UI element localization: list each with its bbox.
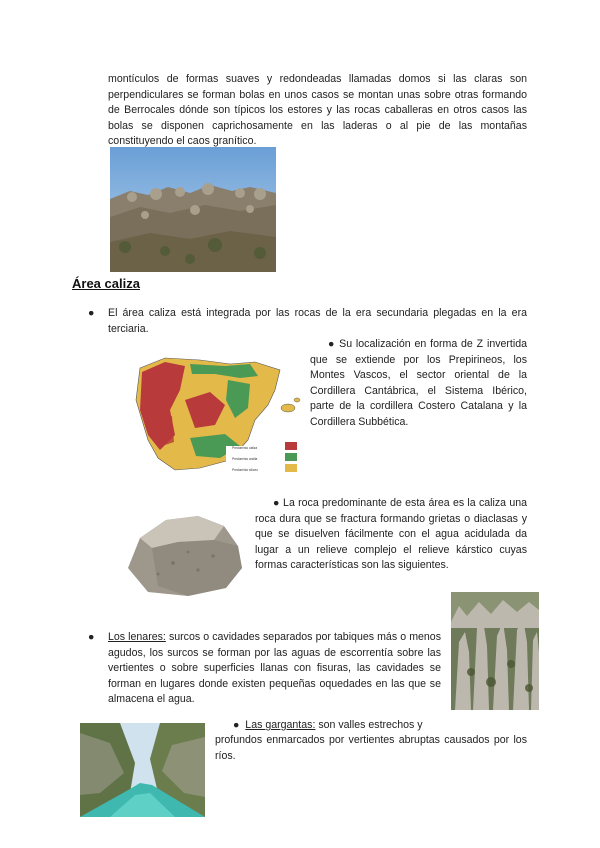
bullet-1-marker: ●	[88, 307, 95, 319]
bullet-3-body: La roca predominante de esta área es la caliza una roca dura que se fractura formando grietas o diaclasas y que se disuelven fácilmente con el agua acidulada da lugar a un relieve complejo el relieve kárstico cuyas formas características son las siguientes.	[255, 497, 527, 572]
gargantas-term: Las gargantas:	[245, 719, 316, 731]
limestone-rock-photo	[118, 508, 250, 600]
bullet-1-text: El área caliza está integrada por las rocas de la era secundaria plegadas en la era terciaria.	[108, 307, 527, 335]
bullet-2-body: Su localización en forma de Z invertida que se extiende por los Prepirineos, los Montes Vascos, el sector oriental de la Cordillera Cantábrica, el Sistema Ibérico, parte de la cordillera Costero Catalana y la Cordillera Subbética.	[310, 338, 528, 428]
bullet-5-body: son valles estrechos y	[315, 719, 423, 731]
bullet-5-marker: ●	[233, 719, 240, 731]
bullet-3-text	[255, 496, 527, 574]
gorge-photo	[80, 723, 205, 817]
section-title: Área caliza	[72, 276, 140, 291]
legend-label-1: Predominio caliza	[232, 446, 258, 450]
lenares-photo	[451, 592, 539, 710]
bullet-4-text	[108, 630, 441, 708]
bullet-2-text	[310, 337, 527, 431]
legend-label-2: Predominio arcilla	[232, 457, 258, 461]
legend-swatch-clay	[285, 464, 297, 472]
legend-swatch-silica	[285, 453, 297, 461]
iberia-lithology-map	[130, 350, 305, 480]
bullet-4-marker: ●	[88, 631, 95, 643]
bullet-5-first-line	[233, 718, 533, 734]
granite-landscape-photo	[110, 147, 276, 272]
lenares-term: Los lenares:	[108, 631, 166, 643]
legend-label-3: Predominio silíceo	[232, 468, 259, 472]
bullet-5-continuation: profundos enmarcados por vertientes abruptas causados por los ríos.	[215, 734, 527, 762]
bullet-4-body: surcos o cavidades separados por tabiques más o menos agudos, los surcos se forman por las aguas de escorrentía sobre las vertientes o sobre superficies llanas con fisuras, las cavidades se forman en lugares donde existen pequeñas oquedades en las que se almacena el agua.	[108, 631, 441, 706]
intro-paragraph: montículos de formas suaves y redondeadas llamadas domos si las claras son perpendiculares se forman bolas en unos casos se montan unas sobre otras formando de Berrocales dónde son típicos los estores y las rocas caballeras en otros casos las bolas se disponen caprichosamente en las laderas o al pie de las montañas constituyendo el caos granítico.	[108, 73, 527, 148]
bullet-3-marker: ●	[273, 497, 280, 509]
legend-swatch-limestone	[285, 442, 297, 450]
bullet-2-marker: ●	[328, 338, 336, 350]
